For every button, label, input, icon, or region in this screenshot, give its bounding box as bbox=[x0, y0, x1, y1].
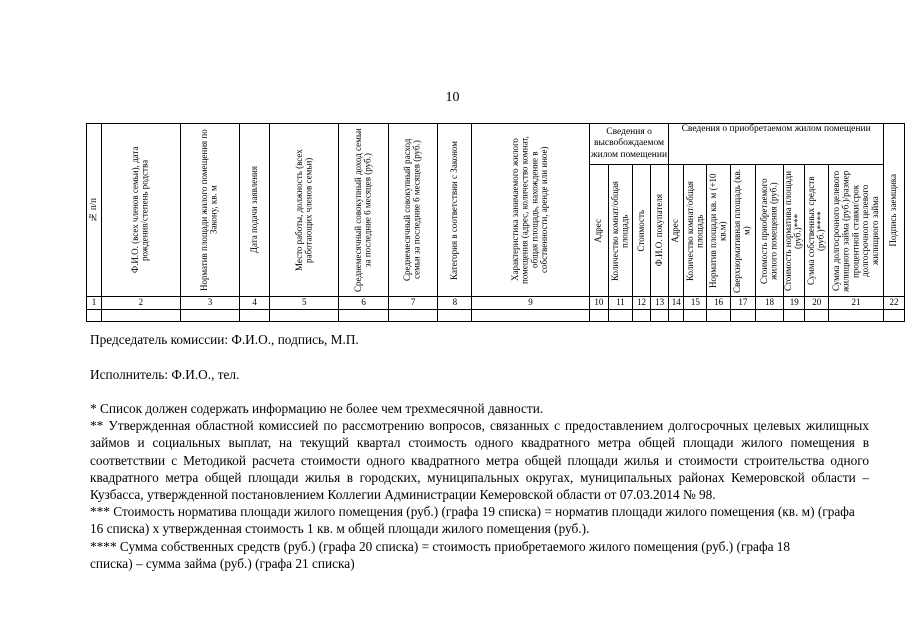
col-header-5: Место работы, должность (всех работающих членов семьи) bbox=[270, 124, 339, 297]
col-number: 12 bbox=[633, 297, 651, 310]
table-cell bbox=[608, 310, 632, 322]
borrowers-list-table bbox=[86, 123, 905, 322]
col-header-7: Среднемесячный совокупный расход семьи за последние 6 месяцев (руб.) bbox=[388, 124, 438, 297]
col-number: 6 bbox=[339, 297, 389, 310]
table-cell bbox=[829, 310, 884, 322]
col-number: 7 bbox=[388, 297, 438, 310]
footnote-3: *** Стоимость норматива площади жилого помещения (руб.) (графа 19 списка) = норматив площади жилого помещения (кв. м) (графа 16 списка) х утвержденная стоимость 1 кв. м общей площади жилого помещения (руб.). bbox=[90, 504, 855, 537]
col-number: 5 bbox=[270, 297, 339, 310]
col-header-10: Адрес bbox=[589, 165, 608, 297]
col-header-21: Сумма долгосрочного целевого жилищного займа (руб.)/размер процентной ставки/срок долгосрочного целевого жилищного займа bbox=[829, 165, 884, 297]
col-header-6: Среднемесячный совокупный доход семьи за последние 6 месяцев (руб.) bbox=[339, 124, 389, 297]
col-number: 15 bbox=[684, 297, 707, 310]
col-number: 16 bbox=[707, 297, 730, 310]
col-number: 3 bbox=[180, 297, 239, 310]
col-number: 14 bbox=[669, 297, 684, 310]
col-number: 19 bbox=[783, 297, 805, 310]
table-cell bbox=[180, 310, 239, 322]
col-header-14: Адрес bbox=[669, 165, 684, 297]
table-row bbox=[87, 310, 905, 322]
col-header-4: Дата подачи заявления bbox=[240, 124, 270, 297]
group-header-released: Сведения о высвобождаемом жилом помещении bbox=[589, 124, 668, 165]
col-header-3: Норматив площади жилого помещения по Закону, кв. м bbox=[180, 124, 239, 297]
col-header-16: Норматив площади кв. м (+10 кв.м) bbox=[707, 165, 730, 297]
col-number: 20 bbox=[805, 297, 829, 310]
table-cell bbox=[388, 310, 438, 322]
col-number: 4 bbox=[240, 297, 270, 310]
col-number: 9 bbox=[472, 297, 590, 310]
col-number: 18 bbox=[756, 297, 784, 310]
table-cell bbox=[730, 310, 755, 322]
chairman-line: Председатель комиссии: Ф.И.О., подпись, М.П. bbox=[90, 332, 359, 347]
col-number: 8 bbox=[438, 297, 472, 310]
col-header-9: Характеристика занимаемого жилого помещения (адрес, количество комнат, общая площадь, нахождение в собственности, аренде или иное) bbox=[472, 124, 590, 297]
footnote-4: **** Сумма собственных средств (руб.) (графа 20 списка) = стоимость приобретаемого жилого помещения (руб.) (графа 18 списка) – сумма займа (руб.) (графа 21 списка) bbox=[90, 538, 791, 571]
col-header-1: № п/п bbox=[87, 124, 102, 297]
table-cell bbox=[756, 310, 784, 322]
col-number: 22 bbox=[883, 297, 904, 310]
table-cell bbox=[102, 310, 181, 322]
footnote-2: ** Утвержденная областной комиссией по рассмотрению вопросов, связанных с предоставлением долгосрочных целевых жилищных займов и социальных выплат, на текущий квартал стоимость одного квадратного метра общей площади жилого помещения в соответствии с Методикой расчета стоимости одного квадратного метра общей площади жилья и стоимости строительства одного квадратного метра общей площади жилья в городских, муниципальных округах, муниципальных районах Кемеровской области – Кузбасса, утвержденной постановлением Коллегии Администрации Кемеровской области от 07.03.2014 № 98. bbox=[90, 418, 869, 503]
footnote-1: * Список должен содержать информацию не более чем трехмесячной давности. bbox=[90, 401, 544, 416]
col-header-18: Стоимость приобретаемого жилого помещения (руб.) bbox=[756, 165, 784, 297]
col-header-15: Количество комнат/общая площадь bbox=[684, 165, 707, 297]
group-header-acquired: Сведения о приобретаемом жилом помещении bbox=[669, 124, 884, 165]
col-header-8: Категория в соответствии с Законом bbox=[438, 124, 472, 297]
column-number-row bbox=[87, 297, 905, 310]
table-cell bbox=[805, 310, 829, 322]
col-header-17: Сверхнормативная площадь (кв. м) bbox=[730, 165, 755, 297]
col-header-13: Ф.И.О. покупателя bbox=[650, 165, 668, 297]
table-cell bbox=[589, 310, 608, 322]
table-cell bbox=[633, 310, 651, 322]
table-cell bbox=[270, 310, 339, 322]
col-number: 11 bbox=[608, 297, 632, 310]
col-number: 13 bbox=[650, 297, 668, 310]
col-number: 10 bbox=[589, 297, 608, 310]
table-cell bbox=[438, 310, 472, 322]
col-header-22: Подпись заемщика bbox=[883, 124, 904, 297]
col-header-19: Стоимость норматива площади (руб.)*** bbox=[783, 165, 805, 297]
col-number: 21 bbox=[829, 297, 884, 310]
col-header-11: Количество комнат/общая площадь bbox=[608, 165, 632, 297]
col-number: 17 bbox=[730, 297, 755, 310]
col-header-12: Стоимость bbox=[633, 165, 651, 297]
col-header-2: Ф.И.О. (всех членов семьи), дата рождения/степень родства bbox=[102, 124, 181, 297]
table-cell bbox=[650, 310, 668, 322]
page-number: 10 bbox=[445, 90, 460, 105]
table-cell bbox=[339, 310, 389, 322]
table-cell bbox=[240, 310, 270, 322]
table-cell bbox=[472, 310, 590, 322]
table-cell bbox=[883, 310, 904, 322]
col-header-20: Сумма собственных средств (руб.)**** bbox=[805, 165, 829, 297]
col-number: 1 bbox=[87, 297, 102, 310]
footnotes bbox=[90, 400, 869, 572]
table-cell bbox=[684, 310, 707, 322]
table-cell bbox=[669, 310, 684, 322]
table-cell bbox=[783, 310, 805, 322]
col-number: 2 bbox=[102, 297, 181, 310]
executor-line: Исполнитель: Ф.И.О., тел. bbox=[90, 367, 240, 382]
table-cell bbox=[87, 310, 102, 322]
table-cell bbox=[707, 310, 730, 322]
